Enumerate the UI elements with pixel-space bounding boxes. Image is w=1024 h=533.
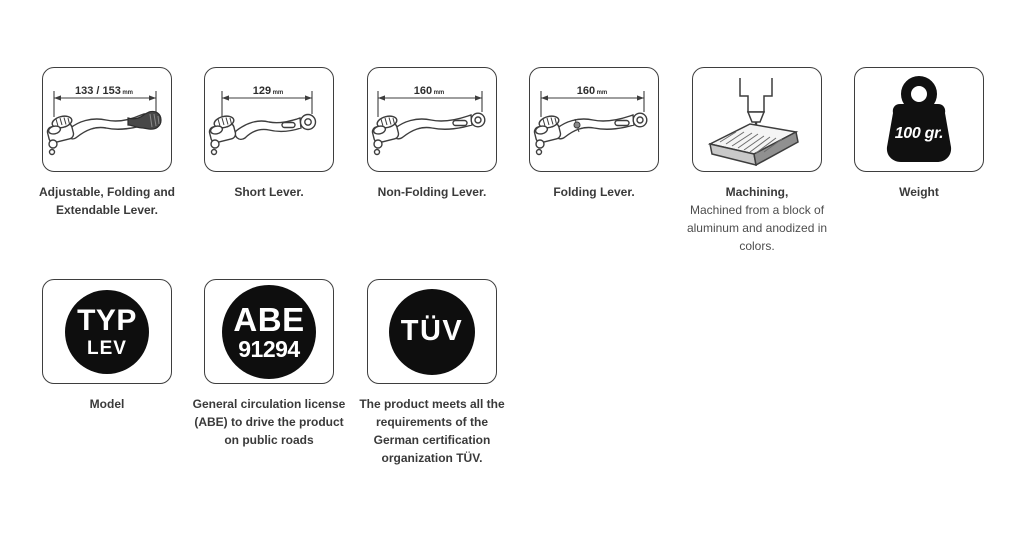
feature-weight [839, 67, 999, 201]
badge-line-1: TYP [77, 303, 137, 337]
feature-adjustable-lever [27, 67, 187, 219]
feature-short-lever [189, 67, 349, 201]
badge-line-2: LEV [87, 337, 127, 359]
feature-card-short-lever [204, 67, 334, 172]
dimension-label: 133 / 153 mm [74, 84, 134, 97]
feature-caption-tuv-certification: The product meets all the requirements of the German certification organization TÜV. [359, 397, 505, 465]
feature-card-non-folding-lever [367, 67, 497, 172]
lever-pivot-assembly [46, 114, 74, 154]
feature-card-weight [854, 67, 984, 172]
feature-non-folding-lever [352, 67, 512, 201]
badge-line-2: 91294 [238, 335, 300, 362]
feature-caption-non-folding-lever: Non-Folding Lever. [377, 185, 487, 199]
abe-badge [222, 285, 316, 379]
weight-icon [856, 70, 982, 170]
typ-lev-badge [65, 290, 149, 374]
machining-title: Machining, [725, 185, 789, 199]
weight-value-label: 100 gr. [894, 124, 944, 142]
lever-pivot-assembly [371, 114, 399, 154]
dimension-label: 160 mm [413, 84, 445, 97]
lever-non-folding-icon [369, 70, 495, 170]
lever-pivot-assembly [208, 114, 236, 154]
feature-caption-abe-license: General circulation license (ABE) to drive the product on public roads [192, 397, 346, 447]
feature-caption-weight: Weight [899, 185, 939, 199]
feature-machining [677, 67, 837, 255]
lever-short-icon [206, 70, 332, 170]
lever-folding-icon [531, 70, 657, 170]
feature-card-abe-license [204, 279, 334, 384]
tuv-badge [389, 289, 475, 375]
lever-pivot-assembly [533, 114, 561, 154]
feature-model [27, 279, 187, 413]
badge-line-1: TÜV [400, 315, 464, 347]
hinge-pin [574, 122, 580, 128]
feature-tuv-certification [352, 279, 512, 467]
feature-card-machining [692, 67, 822, 172]
feature-folding-lever [514, 67, 674, 201]
badge-line-1: ABE [233, 300, 305, 338]
feature-caption-machining [678, 183, 836, 255]
dimension-label: 160 mm [576, 84, 608, 97]
lever-adjustable-icon [44, 70, 170, 170]
feature-caption-adjustable-lever: Adjustable, Folding and Extendable Lever. [39, 185, 175, 217]
feature-caption-model: Model [89, 397, 125, 411]
feature-caption-folding-lever: Folding Lever. [553, 185, 635, 199]
feature-card-model [42, 279, 172, 384]
machining-description: Machined from a block of aluminum and anodized in colors. [686, 203, 828, 253]
feature-card-folding-lever [529, 67, 659, 172]
feature-card-tuv-certification [367, 279, 497, 384]
dimension-label: 129 mm [252, 84, 284, 97]
feature-abe-license [189, 279, 349, 449]
feature-card-adjustable-lever [42, 67, 172, 172]
machining-icon [694, 70, 820, 170]
feature-caption-short-lever: Short Lever. [234, 185, 304, 199]
